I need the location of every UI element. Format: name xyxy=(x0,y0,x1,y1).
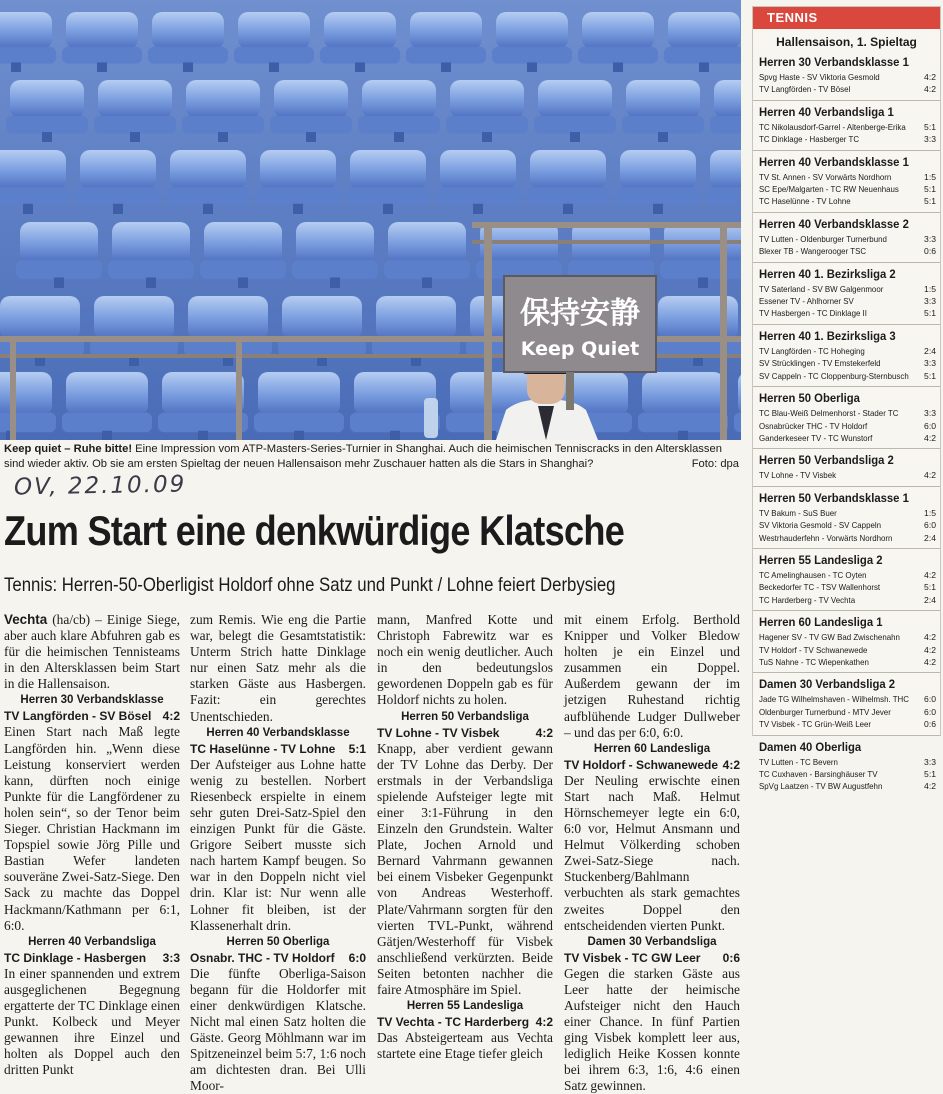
result-row xyxy=(759,183,936,195)
result-row xyxy=(759,718,936,730)
sidebar-header: TENNIS xyxy=(753,7,940,29)
match-score: 4:2 xyxy=(924,569,936,580)
match-teams: TC Haselünne - TV Lohne xyxy=(759,196,851,207)
match-score: 2:4 xyxy=(924,594,936,605)
result-row xyxy=(759,121,936,133)
match-score: 6:0 xyxy=(924,520,936,531)
result-row xyxy=(759,519,936,531)
match-teams: TC Harderberg - TV Vechta xyxy=(759,594,856,605)
section-heading: Herren 60 Landesliga xyxy=(593,742,711,755)
result-row xyxy=(759,581,936,593)
match-score: 3:3 xyxy=(924,134,936,145)
result-row xyxy=(759,594,936,606)
match-teams: TV Langförden - TV Bösel xyxy=(759,84,851,95)
stadium-seats-photo xyxy=(0,0,741,440)
section-heading: Damen 30 Verbandsliga xyxy=(587,935,717,948)
result-row xyxy=(759,195,936,207)
section-heading: Herren 40 Verbandsklasse xyxy=(206,726,350,739)
paragraph: Einen Start nach Maß legte Langförden hin. „Wenn diese Leistung konserviert werden kann, dürften noch einige Punkte für die Langfördener zu holen sein“, so der Tenor beim Sieger. Christian Hackmann im Topspiel sowie Jörg Pille und Bastian Wefer landeten souveräne Zwei-Satz-Siege. Den Sack zu machte das Doppel Hackmann/Kathmann per 6:1, 6:0. xyxy=(4,724,180,933)
paragraph: Gegen die starken Gäste aus Leer hatte der heimische Aufsteiger nicht den Hauch einer Chance. In fünf Partien ging Visbek komplett leer aus, lediglich Heike Kossen konnte bei ihrem 6:3, 1:6, 4:6 einen Satz gewinnen. xyxy=(564,965,740,1094)
caption-lead: Keep quiet – Ruhe bitte! xyxy=(4,443,133,455)
match-teams: TV Lutten - TC Bevern xyxy=(759,756,838,767)
match-score: 5:1 xyxy=(924,121,936,132)
result-row xyxy=(759,507,936,519)
match-score: 3:3 xyxy=(924,408,936,419)
result-row xyxy=(759,644,936,656)
match-teams: TC Nikolausdorf-Garrel - Altenberge-Erika xyxy=(759,121,906,132)
result-row xyxy=(759,631,936,643)
results-section-title: Herren 50 Verbandsliga 2 xyxy=(759,453,894,468)
match-teams: Beckedorfer TC - TSV Wallenhorst xyxy=(759,582,881,593)
result-row xyxy=(759,756,936,768)
caption-text: Eine Impression vom ATP-Masters-Series-Turnier in Shanghai. Auch die heimischen Tenniscracks in den Altersklassen sind wieder aktiv. Ob sie am ersten Spieltag der neuen Hallensaison mehr Zuschauer hatten als die Stars in Shanghai? xyxy=(4,443,722,470)
results-section-title: Damen 30 Verbandsliga 2 xyxy=(759,677,896,692)
match-score: 5:1 xyxy=(924,184,936,195)
results-section xyxy=(753,100,940,150)
match-score: 5:1 xyxy=(924,196,936,207)
results-list xyxy=(753,51,940,797)
match-score: 5:1 xyxy=(924,308,936,319)
photo-credit: Foto: dpa xyxy=(691,458,739,470)
match-teams: Blexer TB - Wangerooger TSC xyxy=(759,246,867,257)
dateline: Vechta xyxy=(4,612,48,627)
match-teams: TV Holdorf - TV Schwanewede xyxy=(759,644,868,655)
article-column-2 xyxy=(190,612,366,1094)
results-section-title: Herren 30 Verbandsklasse 1 xyxy=(759,55,909,69)
match-teams: Hagener SV - TV GW Bad Zwischenahn xyxy=(759,632,900,643)
result-row xyxy=(759,133,936,145)
results-section xyxy=(753,486,940,548)
result-row xyxy=(759,83,936,95)
results-section xyxy=(753,150,940,212)
result-row xyxy=(759,780,936,792)
match-teams: Westrhauderfehn - Vorwärts Nordhorn xyxy=(759,532,893,543)
article-column-3 xyxy=(377,612,553,1062)
match-teams: TV Bakum - SuS Buer xyxy=(759,507,837,518)
match-score: 2:4 xyxy=(924,345,936,356)
match-score: 4:2 xyxy=(924,84,936,95)
results-section-title: Herren 55 Landesliga 2 xyxy=(759,552,883,567)
results-section xyxy=(753,324,940,386)
match-teams: TV St. Annen - SV Vorwärts Nordhorn xyxy=(759,171,892,182)
match-score: 6:0 xyxy=(924,706,936,717)
match-score: 3:3 xyxy=(924,233,936,244)
match-teams: TV Lohne - TV Visbek xyxy=(759,470,837,481)
results-section-title: Herren 40 1. Bezirksliga 2 xyxy=(759,266,896,281)
paragraph: In einer spannenden und extrem ausgeglichenen Begegnung ergatterte der TC Dinklage einen Punkt. Kolbeck und Meyer gewannen ihre Einzel und holten als Doppel auch den dritten Punkt xyxy=(4,965,180,1078)
match-teams: Essener TV - Ahlhorner SV xyxy=(759,296,854,307)
results-section-title: Herren 40 Verbandsliga 1 xyxy=(759,104,894,119)
match-teams: TV Hasbergen - TC Dinklage II xyxy=(759,308,867,319)
results-section xyxy=(753,735,940,797)
result-row xyxy=(759,171,936,183)
match-teams: TV Lutten - Oldenburger Turnerbund xyxy=(759,233,887,244)
results-section xyxy=(753,386,940,448)
match-score: 2:4 xyxy=(924,532,936,543)
paragraph: Der Aufsteiger aus Lohne hatte wenig zu bestellen. Norbert Riesenbeck erspielte in einem sehr guten Drei-Satz-Spiel den einzigen Punkt für die Gäste. Grigore Seibert musste sich nach hartem Kampf beugen. So war in den Doppeln nicht viel drin. Klar ist: Nur wenn alle Lohner fit bleiben, ist der Klassenerhalt drin. xyxy=(190,756,366,933)
paragraph: Das Absteigerteam aus Vechta startete eine Etage tiefer gleich xyxy=(377,1030,553,1062)
article-headline: Zum Start eine denkwürdige Klatsche xyxy=(4,507,625,554)
result-row xyxy=(759,532,936,544)
results-section-title: Damen 40 Oberliga xyxy=(759,739,862,754)
result-row xyxy=(759,370,936,382)
match-score: 3:3 xyxy=(924,358,936,369)
match-score: 5:1 xyxy=(924,769,936,779)
match-teams: Jade TG Wilhelmshaven - Wilhelmsh. THC xyxy=(759,694,909,705)
result-row xyxy=(759,307,936,319)
section-heading: Herren 50 Verbandsliga xyxy=(401,710,529,723)
match-teams: SV Cappeln - TC Cloppenburg-Sternbusch xyxy=(759,370,909,381)
results-section-title: Herren 40 Verbandsklasse 2 xyxy=(759,216,909,231)
match-heading: TV Vechta - TC Harderberg 4:2 xyxy=(377,1015,553,1030)
match-heading: TC Haselünne - TV Lohne 5:1 xyxy=(190,741,366,756)
results-section xyxy=(753,51,940,100)
match-teams: TV Langförden - TC Hoheging xyxy=(759,345,865,356)
result-row xyxy=(759,706,936,718)
sign-chinese-text: 保持安静 xyxy=(520,296,640,331)
results-section xyxy=(753,212,940,262)
match-teams: SpVg Laatzen - TV BW Augustfehn xyxy=(759,781,883,792)
match-score: 4:2 xyxy=(924,432,936,443)
match-score: 1:5 xyxy=(924,283,936,294)
section-heading: Herren 40 Verbandsliga xyxy=(28,935,156,948)
handwritten-date-note: OV, 22.10.09 xyxy=(13,471,187,501)
match-teams: SV Strücklingen - TV Emstekerfeld xyxy=(759,358,881,369)
result-row xyxy=(759,283,936,295)
match-score: 1:5 xyxy=(924,171,936,182)
paragraph: Der Neuling erwischte einen Start nach Maß. Helmut Hörnschemeyer legte ein 6:0, 6:0 vor, Helmut Ansmann und Helmut Völkerding schoben Zwei-Satz-Siege nach. Stuckenberg/Bahlmann verbuchten als stark gemachtes zweites Doppel den entscheidenden vierten Punkt. xyxy=(564,772,740,933)
match-teams: SC Epe/Malgarten - TC RW Neuenhaus xyxy=(759,184,899,195)
match-score: 5:1 xyxy=(924,582,936,593)
section-heading: Herren 55 Landesliga xyxy=(406,1000,524,1013)
result-row xyxy=(759,295,936,307)
results-section-title: Herren 40 Verbandsklasse 1 xyxy=(759,154,909,169)
result-row xyxy=(759,245,936,257)
result-row xyxy=(759,693,936,705)
result-row xyxy=(759,768,936,780)
section-heading: Herren 30 Verbandsklasse xyxy=(20,694,164,707)
match-teams: TC Dinklage - Hasberger TC xyxy=(759,134,860,145)
result-row xyxy=(759,71,936,83)
match-teams: TC Amelinghausen - TC Oyten xyxy=(759,569,867,580)
results-section xyxy=(753,610,940,672)
results-section xyxy=(753,672,940,734)
match-score: 4:2 xyxy=(924,632,936,643)
match-teams: TV Saterland - SV BW Galgenmoor xyxy=(759,283,884,294)
match-score: 1:5 xyxy=(924,507,936,518)
match-heading: TC Dinklage - Hasbergen 3:3 xyxy=(4,950,180,965)
results-section xyxy=(753,448,940,485)
match-teams: TC Blau-Weiß Delmenhorst - Stader TC xyxy=(759,408,899,419)
result-row xyxy=(759,656,936,668)
match-teams: Ganderkeseer TV - TC Wunstorf xyxy=(759,432,873,443)
match-teams: Oldenburger Turnerbund - MTV Jever xyxy=(759,706,891,717)
match-heading: TV Lohne - TV Visbek 4:2 xyxy=(377,725,553,740)
match-score: 4:2 xyxy=(924,470,936,481)
results-section xyxy=(753,548,940,610)
results-section xyxy=(753,262,940,324)
results-section-title: Herren 40 1. Bezirksliga 3 xyxy=(759,328,896,343)
match-teams: TuS Nahne - TC Wiepenkathen xyxy=(759,656,869,667)
article-subheadline: Tennis: Herren-50-Oberligist Holdorf ohne Satz und Punkt / Lohne feiert Derbysieg xyxy=(4,574,616,596)
match-score: 4:2 xyxy=(924,72,936,82)
match-heading: TV Langförden - SV Bösel 4:2 xyxy=(4,709,180,724)
results-section-title: Herren 60 Landesliga 1 xyxy=(759,615,883,630)
match-score: 0:6 xyxy=(924,719,936,730)
match-score: 4:2 xyxy=(924,781,936,792)
match-heading: TV Holdorf - Schwanewede 4:2 xyxy=(564,757,740,772)
match-score: 6:0 xyxy=(924,694,936,705)
match-heading: TV Visbek - TC GW Leer 0:6 xyxy=(564,950,740,965)
match-score: 3:3 xyxy=(924,296,936,307)
results-sidebar xyxy=(752,6,941,792)
result-row xyxy=(759,569,936,581)
news-photo xyxy=(0,0,741,440)
match-teams: SV Viktoria Gesmold - SV Cappeln xyxy=(759,520,882,531)
match-teams: TC Cuxhaven - Barsinghäuser TV xyxy=(759,769,878,779)
match-heading: Osnabr. THC - TV Holdorf 6:0 xyxy=(190,950,366,965)
paragraph: Knapp, aber verdient gewann der TV Lohne das Derby. Der erstmals in der Verbandsliga spielende Aufsteiger legte mit einer 3:1-Führung in den Einzeln den Grundstein. Walter Plate, Jochen Arnold und Bernard Vahrmann gewannen bei einem Visbeker Gegenpunkt von Andreas Westerhoff. Plate/Vahrmann sorgten für den vierten TVL-Punkt, während Gätjen/Westerhoff für Visbek anschließend verkürzten. Beide Seiten betonten nachher die faire Atmosphäre im Spiel. xyxy=(377,740,553,997)
article-column-1 xyxy=(4,612,180,1078)
section-heading: Herren 50 Oberliga xyxy=(226,935,330,948)
photo-caption xyxy=(4,442,739,472)
match-score: 0:6 xyxy=(924,246,936,257)
article-column-4 xyxy=(564,612,740,1094)
match-teams: Spvg Haste - SV Viktoria Gesmold xyxy=(759,72,880,82)
result-row xyxy=(759,345,936,357)
results-section-title: Herren 50 Verbandsklasse 1 xyxy=(759,490,909,505)
result-row xyxy=(759,432,936,444)
match-score: 6:0 xyxy=(924,420,936,431)
result-row xyxy=(759,420,936,432)
match-teams: TV Visbek - TC Grün-Weiß Leer xyxy=(759,719,872,730)
result-row xyxy=(759,407,936,419)
result-row xyxy=(759,469,936,481)
sidebar-title: Hallensaison, 1. Spieltag xyxy=(776,35,917,49)
match-score: 5:1 xyxy=(924,370,936,381)
match-score: 4:2 xyxy=(924,644,936,655)
paragraph: Die fünfte Oberliga-Saison begann für die Holdorfer mit einer denkwürdigen Klatsche. Nicht mal einen Satz holten die Gäste. Georg Möhlmann war im Spitzeneinzel beim 5:7, 1:6 noch am dichtesten dran. Bei Ulli Moor- xyxy=(190,965,366,1094)
match-teams: Osnabrücker THC - TV Holdorf xyxy=(759,420,868,431)
paragraph: zum Remis. Wie eng die Partie war, belegt die Gesamtstatistik: Unterm Strich hatte Dinklage nur einen Satz mehr als die starken Gäste aus Hasbergen. Fazit: ein gerechtes Unentschieden. xyxy=(190,612,366,724)
result-row xyxy=(759,357,936,369)
paragraph: mann, Manfred Kotte und Christoph Fabrewitz war es noch ein wenig deutlicher. Auch in den bedeutungslos gewordenen Doppeln gab es für Holdorf nichts zu holen. xyxy=(377,612,553,708)
paragraph: mit einem Erfolg. Berthold Knipper und Volker Bledow holten je ein Einzel und zusammen ein Doppel. Außerdem gewann der im jetzigen Ruhestand richtig aufblühende Ludger Dullweber – und das per 6:0, 6:0. xyxy=(564,612,740,740)
results-section-title: Herren 50 Oberliga xyxy=(759,391,860,406)
match-score: 3:3 xyxy=(924,756,936,767)
intro-text: (ha/cb) – Einige Siege, aber auch klare Abfuhren gab es für die heimischen Tennisteams in den Altersklassen beim Start in die Hallensaison. xyxy=(4,612,180,692)
result-row xyxy=(759,233,936,245)
match-score: 4:2 xyxy=(924,656,936,667)
sign-english-text: Keep Quiet xyxy=(520,338,640,360)
